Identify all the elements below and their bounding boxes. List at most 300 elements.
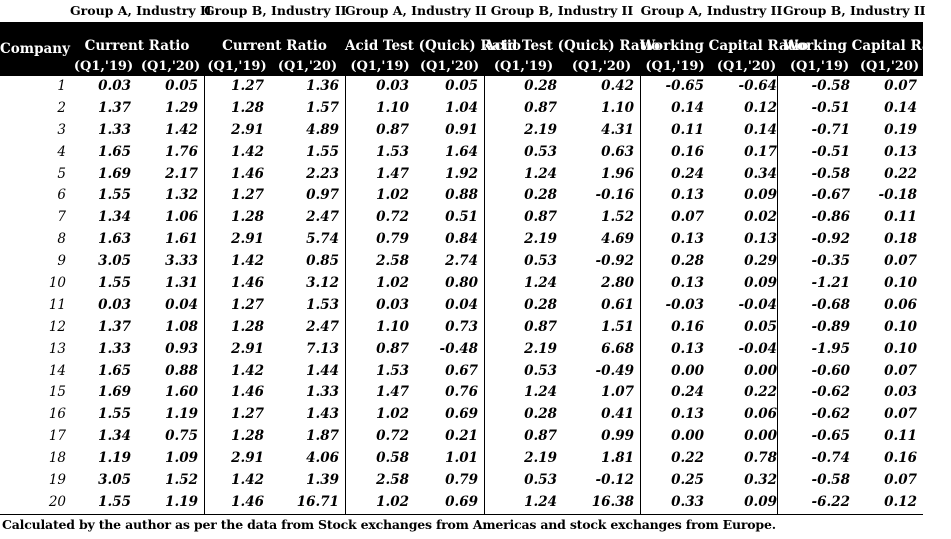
value-cell: 1.29 xyxy=(165,99,198,116)
value-cell: 1.33 xyxy=(98,121,131,138)
value-cell: -0.58 xyxy=(811,78,850,94)
value-cell: -0.74 xyxy=(811,450,850,467)
value-cell: 1.92 xyxy=(445,165,478,182)
value-cell: 0.87 xyxy=(524,99,557,116)
value-cell: 1.55 xyxy=(98,187,131,204)
period-header: (Q1,'20) xyxy=(859,59,920,74)
value-cell: 1.46 xyxy=(231,275,264,292)
company-id-cell: 13 xyxy=(48,340,66,357)
table-row xyxy=(0,295,923,317)
period-header-row xyxy=(70,58,923,76)
value-cell: 1.47 xyxy=(376,384,409,401)
value-cell: 0.67 xyxy=(445,362,478,379)
table-row xyxy=(0,273,923,295)
value-cell: 1.10 xyxy=(376,318,409,335)
value-cell: 0.28 xyxy=(524,187,557,204)
metric-header: Current Ratio xyxy=(222,38,327,54)
value-cell: 1.33 xyxy=(98,340,131,357)
value-cell: -0.71 xyxy=(811,121,850,138)
value-cell: 2.19 xyxy=(524,340,557,357)
value-cell: 0.19 xyxy=(884,121,917,138)
value-cell: 1.42 xyxy=(231,143,264,160)
column-separator xyxy=(484,76,485,514)
value-cell: 1.24 xyxy=(524,384,557,401)
value-cell: 1.10 xyxy=(601,99,634,116)
value-cell: 1.39 xyxy=(306,472,339,489)
group-header: Group A, Industry II xyxy=(345,3,487,18)
value-cell: -0.51 xyxy=(811,99,850,116)
value-cell: -1.95 xyxy=(811,340,850,357)
table-row xyxy=(0,229,923,251)
value-cell: 0.87 xyxy=(376,340,409,357)
value-cell: 0.16 xyxy=(884,450,917,467)
value-cell: 1.28 xyxy=(231,209,264,226)
value-cell: 1.24 xyxy=(524,275,557,292)
company-id-cell: 12 xyxy=(48,318,66,335)
value-cell: 6.68 xyxy=(601,340,634,357)
value-cell: 1.32 xyxy=(165,187,198,204)
value-cell: 1.01 xyxy=(445,450,478,467)
value-cell: 1.31 xyxy=(165,275,198,292)
value-cell: -0.18 xyxy=(878,187,917,204)
value-cell: 4.06 xyxy=(306,450,339,467)
value-cell: 0.53 xyxy=(524,362,557,379)
value-cell: 0.14 xyxy=(884,99,917,116)
table-row xyxy=(0,470,923,492)
value-cell: 4.89 xyxy=(306,121,339,138)
value-cell: 1.55 xyxy=(98,493,131,510)
value-cell: 0.79 xyxy=(445,472,478,489)
value-cell: 2.91 xyxy=(231,231,264,248)
period-header: (Q1,'19) xyxy=(493,59,554,74)
value-cell: -0.92 xyxy=(595,253,634,270)
value-cell: 0.25 xyxy=(671,472,704,489)
value-cell: 1.27 xyxy=(231,78,264,94)
value-cell: 0.16 xyxy=(671,143,704,160)
value-cell: 1.28 xyxy=(231,318,264,335)
group-header: Group B, Industry II xyxy=(204,3,347,18)
value-cell: 3.05 xyxy=(98,253,131,270)
value-cell: 0.10 xyxy=(884,340,917,357)
metric-header: Acid Test (Quick) Ratio xyxy=(345,38,521,54)
value-cell: 1.60 xyxy=(165,384,198,401)
value-cell: 2.91 xyxy=(231,450,264,467)
metric-header: Working Capital Ratio xyxy=(783,38,951,54)
value-cell: 1.46 xyxy=(231,165,264,182)
value-cell: 1.08 xyxy=(165,318,198,335)
group-header: Group A, Industry II xyxy=(640,3,783,18)
value-cell: 1.28 xyxy=(231,99,264,116)
column-separator xyxy=(640,76,641,514)
value-cell: 1.69 xyxy=(98,165,131,182)
value-cell: 0.05 xyxy=(165,78,198,94)
table-row xyxy=(0,317,923,339)
company-id-cell: 9 xyxy=(57,253,66,270)
group-header: Group B, Industry II xyxy=(783,3,926,18)
value-cell: 0.61 xyxy=(601,296,634,313)
value-cell: -0.62 xyxy=(811,406,850,423)
value-cell: 0.53 xyxy=(524,472,557,489)
value-cell: 0.32 xyxy=(744,472,777,489)
value-cell: 0.53 xyxy=(524,253,557,270)
value-cell: -0.49 xyxy=(595,362,634,379)
value-cell: 0.10 xyxy=(884,275,917,292)
table-row xyxy=(0,448,923,470)
value-cell: 2.91 xyxy=(231,121,264,138)
value-cell: 1.63 xyxy=(98,231,131,248)
company-id-cell: 16 xyxy=(48,406,66,423)
value-cell: 0.13 xyxy=(671,406,704,423)
table-row xyxy=(0,120,923,142)
value-cell: 0.05 xyxy=(744,318,777,335)
value-cell: 0.13 xyxy=(671,231,704,248)
value-cell: 0.07 xyxy=(884,406,917,423)
value-cell: 0.87 xyxy=(524,318,557,335)
period-header: (Q1,'19) xyxy=(73,59,134,74)
metric-header: Acid Test (Quick) Ratio xyxy=(484,38,660,54)
value-cell: -0.60 xyxy=(811,362,850,379)
company-id-cell: 8 xyxy=(57,231,66,248)
value-cell: 0.11 xyxy=(884,209,917,226)
company-column-header: Company xyxy=(0,41,70,57)
value-cell: 0.69 xyxy=(445,406,478,423)
value-cell: 1.34 xyxy=(98,428,131,445)
company-id-cell: 2 xyxy=(57,99,66,116)
value-cell: 0.75 xyxy=(165,428,198,445)
value-cell: 1.87 xyxy=(306,428,339,445)
value-cell: 7.13 xyxy=(306,340,339,357)
value-cell: 0.76 xyxy=(445,384,478,401)
value-cell: 0.09 xyxy=(744,275,777,292)
company-id-cell: 15 xyxy=(48,384,66,401)
value-cell: 1.61 xyxy=(165,231,198,248)
value-cell: -0.64 xyxy=(738,78,777,94)
table-row xyxy=(0,76,923,98)
value-cell: 0.09 xyxy=(744,187,777,204)
value-cell: 0.63 xyxy=(601,143,634,160)
table-row xyxy=(0,426,923,448)
value-cell: 0.33 xyxy=(671,493,704,510)
value-cell: 1.34 xyxy=(98,209,131,226)
value-cell: 0.93 xyxy=(165,340,198,357)
period-header: (Q1,'19) xyxy=(645,59,705,74)
period-header: (Q1,'20) xyxy=(419,59,480,74)
value-cell: 0.07 xyxy=(884,472,917,489)
value-cell: 0.18 xyxy=(884,231,917,248)
column-separator xyxy=(204,76,205,514)
value-cell: 3.05 xyxy=(98,472,131,489)
value-cell: 1.27 xyxy=(231,406,264,423)
value-cell: 0.28 xyxy=(524,78,557,94)
value-cell: 3.33 xyxy=(165,253,198,270)
table-row xyxy=(0,98,923,120)
value-cell: 1.44 xyxy=(306,362,339,379)
table-row xyxy=(0,185,923,207)
value-cell: 1.43 xyxy=(306,406,339,423)
value-cell: -0.89 xyxy=(811,318,850,335)
value-cell: 1.37 xyxy=(98,99,131,116)
table-row xyxy=(0,251,923,273)
table-row xyxy=(0,492,923,514)
value-cell: 16.38 xyxy=(591,493,634,510)
value-cell: 1.52 xyxy=(165,472,198,489)
value-cell: 0.87 xyxy=(524,209,557,226)
value-cell: -0.68 xyxy=(811,296,850,313)
value-cell: 2.47 xyxy=(306,209,339,226)
value-cell: 1.53 xyxy=(306,296,339,313)
value-cell: 2.80 xyxy=(601,275,634,292)
value-cell: 1.19 xyxy=(165,406,198,423)
value-cell: -1.21 xyxy=(811,275,850,292)
value-cell: 0.13 xyxy=(671,187,704,204)
value-cell: 0.04 xyxy=(165,296,198,313)
company-id-cell: 17 xyxy=(48,428,66,445)
value-cell: 0.58 xyxy=(376,450,409,467)
value-cell: 1.07 xyxy=(601,384,634,401)
value-cell: 0.09 xyxy=(744,493,777,510)
metric-header: Current Ratio xyxy=(84,38,190,54)
value-cell: 1.42 xyxy=(231,362,264,379)
column-separator xyxy=(345,76,346,514)
value-cell: 1.55 xyxy=(98,406,131,423)
value-cell: 0.11 xyxy=(884,428,917,445)
company-id-cell: 6 xyxy=(57,187,66,204)
value-cell: 0.03 xyxy=(98,78,131,94)
value-cell: 0.07 xyxy=(884,253,917,270)
value-cell: 0.12 xyxy=(744,99,777,116)
table-body xyxy=(0,76,923,515)
table-row xyxy=(0,361,923,383)
value-cell: 0.97 xyxy=(306,187,339,204)
group-header: Group A, Industry II xyxy=(70,3,212,18)
table-row xyxy=(0,207,923,229)
value-cell: 0.06 xyxy=(884,296,917,313)
value-cell: 1.28 xyxy=(231,428,264,445)
value-cell: 2.47 xyxy=(306,318,339,335)
table-row xyxy=(0,382,923,404)
value-cell: 0.87 xyxy=(376,121,409,138)
period-header: (Q1,'19) xyxy=(350,59,410,74)
value-cell: -0.58 xyxy=(811,472,850,489)
value-cell: 1.19 xyxy=(165,493,198,510)
value-cell: 1.42 xyxy=(231,472,264,489)
period-header: (Q1,'20) xyxy=(571,59,632,74)
value-cell: -0.92 xyxy=(811,231,850,248)
value-cell: 4.31 xyxy=(601,121,634,138)
value-cell: 1.53 xyxy=(376,362,409,379)
value-cell: 0.24 xyxy=(671,384,704,401)
value-cell: 0.41 xyxy=(601,406,634,423)
value-cell: 1.65 xyxy=(98,143,131,160)
value-cell: 1.65 xyxy=(98,362,131,379)
value-cell: -0.62 xyxy=(811,384,850,401)
value-cell: 0.00 xyxy=(671,362,704,379)
value-cell: 0.22 xyxy=(744,384,777,401)
value-cell: 1.46 xyxy=(231,493,264,510)
value-cell: 0.02 xyxy=(744,209,777,226)
metric-header-row xyxy=(70,36,951,56)
value-cell: 2.19 xyxy=(524,121,557,138)
value-cell: -0.04 xyxy=(738,340,777,357)
value-cell: -0.65 xyxy=(811,428,850,445)
table-row xyxy=(0,404,923,426)
value-cell: 4.69 xyxy=(601,231,634,248)
period-header: (Q1,'20) xyxy=(716,59,777,74)
value-cell: 0.79 xyxy=(376,231,409,248)
value-cell: -0.58 xyxy=(811,165,850,182)
value-cell: 1.55 xyxy=(98,275,131,292)
company-id-cell: 3 xyxy=(57,121,66,138)
value-cell: 1.27 xyxy=(231,296,264,313)
value-cell: 0.87 xyxy=(524,428,557,445)
value-cell: 0.03 xyxy=(98,296,131,313)
group-header-row xyxy=(70,0,926,22)
value-cell: 1.46 xyxy=(231,384,264,401)
value-cell: 2.91 xyxy=(231,340,264,357)
value-cell: 0.06 xyxy=(744,406,777,423)
value-cell: 1.81 xyxy=(601,450,634,467)
column-separator xyxy=(777,76,778,514)
value-cell: 0.00 xyxy=(744,362,777,379)
company-id-cell: 7 xyxy=(57,209,66,226)
value-cell: 0.80 xyxy=(445,275,478,292)
value-cell: 0.42 xyxy=(601,78,634,94)
value-cell: 0.88 xyxy=(445,187,478,204)
company-id-cell: 11 xyxy=(48,296,66,313)
value-cell: 1.55 xyxy=(306,143,339,160)
value-cell: 1.64 xyxy=(445,143,478,160)
value-cell: 1.96 xyxy=(601,165,634,182)
value-cell: 0.07 xyxy=(884,78,917,94)
company-id-cell: 1 xyxy=(57,78,66,94)
value-cell: 2.58 xyxy=(376,253,409,270)
value-cell: 0.28 xyxy=(524,406,557,423)
value-cell: 0.13 xyxy=(884,143,917,160)
period-header: (Q1,'20) xyxy=(277,59,338,74)
value-cell: 2.58 xyxy=(376,472,409,489)
value-cell: 1.02 xyxy=(376,493,409,510)
value-cell: 0.78 xyxy=(744,450,777,467)
value-cell: 0.28 xyxy=(524,296,557,313)
value-cell: 0.00 xyxy=(671,428,704,445)
company-id-cell: 18 xyxy=(48,450,66,467)
value-cell: 1.09 xyxy=(165,450,198,467)
value-cell: 1.24 xyxy=(524,493,557,510)
value-cell: -0.16 xyxy=(595,187,634,204)
value-cell: 2.74 xyxy=(445,253,478,270)
value-cell: 0.03 xyxy=(376,296,409,313)
value-cell: 2.19 xyxy=(524,450,557,467)
value-cell: 1.04 xyxy=(445,99,478,116)
value-cell: 1.53 xyxy=(376,143,409,160)
value-cell: 1.42 xyxy=(231,253,264,270)
value-cell: 0.34 xyxy=(744,165,777,182)
value-cell: 1.33 xyxy=(306,384,339,401)
value-cell: -0.03 xyxy=(665,296,704,313)
value-cell: 1.06 xyxy=(165,209,198,226)
value-cell: 0.07 xyxy=(884,362,917,379)
value-cell: 0.84 xyxy=(445,231,478,248)
value-cell: 0.13 xyxy=(671,275,704,292)
value-cell: 0.99 xyxy=(601,428,634,445)
value-cell: -0.12 xyxy=(595,472,634,489)
period-header: (Q1,'19) xyxy=(789,59,850,74)
value-cell: 1.42 xyxy=(165,121,198,138)
value-cell: 0.14 xyxy=(744,121,777,138)
value-cell: 0.22 xyxy=(884,165,917,182)
value-cell: 1.76 xyxy=(165,143,198,160)
value-cell: 3.12 xyxy=(306,275,339,292)
company-id-cell: 20 xyxy=(48,493,66,510)
value-cell: -0.67 xyxy=(811,187,850,204)
value-cell: 0.13 xyxy=(671,340,704,357)
value-cell: 2.23 xyxy=(306,165,339,182)
value-cell: 1.51 xyxy=(601,318,634,335)
value-cell: 0.11 xyxy=(671,121,704,138)
value-cell: 0.29 xyxy=(744,253,777,270)
value-cell: 0.17 xyxy=(744,143,777,160)
value-cell: 0.28 xyxy=(671,253,704,270)
value-cell: 0.05 xyxy=(445,78,478,94)
value-cell: -0.04 xyxy=(738,296,777,313)
value-cell: 1.02 xyxy=(376,406,409,423)
value-cell: 0.51 xyxy=(445,209,478,226)
company-id-cell: 5 xyxy=(57,165,66,182)
header-band xyxy=(0,22,951,76)
value-cell: 0.72 xyxy=(376,209,409,226)
value-cell: 0.03 xyxy=(376,78,409,94)
company-id-cell: 4 xyxy=(57,143,66,160)
value-cell: 1.36 xyxy=(306,78,339,94)
period-header: (Q1,'20) xyxy=(140,59,201,74)
value-cell: 0.13 xyxy=(744,231,777,248)
value-cell: 0.14 xyxy=(671,99,704,116)
table-row xyxy=(0,142,923,164)
value-cell: 1.10 xyxy=(376,99,409,116)
value-cell: 1.02 xyxy=(376,187,409,204)
value-cell: 1.69 xyxy=(98,384,131,401)
value-cell: -0.51 xyxy=(811,143,850,160)
company-id-cell: 10 xyxy=(48,275,66,292)
value-cell: -0.65 xyxy=(665,78,704,94)
value-cell: 0.16 xyxy=(671,318,704,335)
value-cell: -0.86 xyxy=(811,209,850,226)
value-cell: -0.35 xyxy=(811,253,850,270)
value-cell: 5.74 xyxy=(306,231,339,248)
value-cell: 1.57 xyxy=(306,99,339,116)
value-cell: 0.88 xyxy=(165,362,198,379)
period-header: (Q1,'19) xyxy=(207,59,267,74)
value-cell: 0.07 xyxy=(671,209,704,226)
value-cell: 0.73 xyxy=(445,318,478,335)
value-cell: 1.27 xyxy=(231,187,264,204)
value-cell: 0.00 xyxy=(744,428,777,445)
value-cell: -6.22 xyxy=(811,493,850,510)
value-cell: 1.37 xyxy=(98,318,131,335)
table-row xyxy=(0,339,923,361)
value-cell: 1.52 xyxy=(601,209,634,226)
value-cell: 0.85 xyxy=(306,253,339,270)
value-cell: 0.53 xyxy=(524,143,557,160)
value-cell: 1.02 xyxy=(376,275,409,292)
value-cell: -0.48 xyxy=(439,340,478,357)
company-id-cell: 19 xyxy=(48,472,66,489)
value-cell: 0.21 xyxy=(445,428,478,445)
value-cell: 0.72 xyxy=(376,428,409,445)
value-cell: 2.19 xyxy=(524,231,557,248)
value-cell: 0.03 xyxy=(884,384,917,401)
value-cell: 0.10 xyxy=(884,318,917,335)
